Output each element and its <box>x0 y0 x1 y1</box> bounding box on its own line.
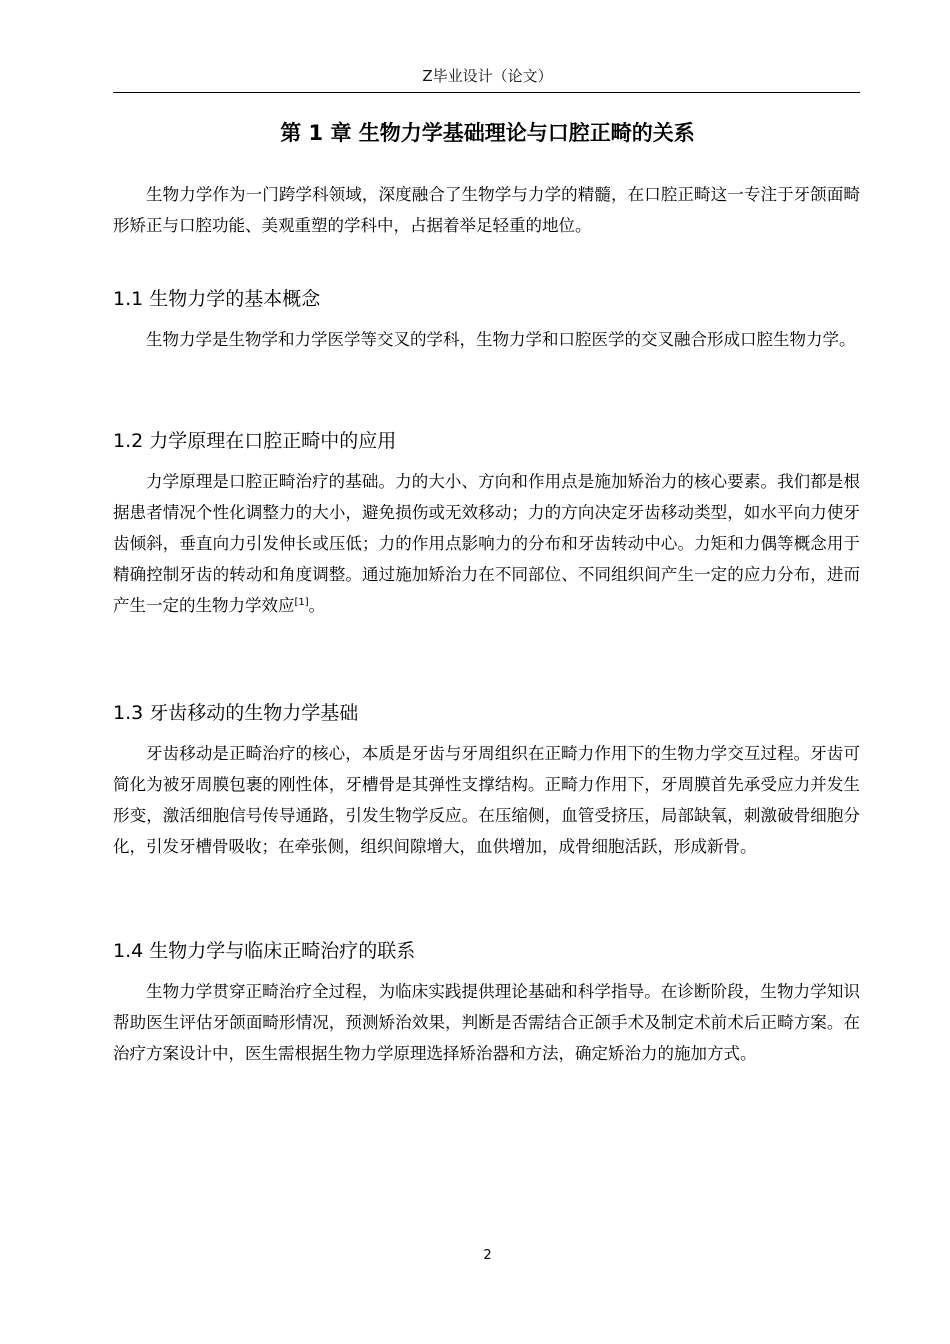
section-paragraph-1-2 <box>113 466 860 621</box>
section-paragraph-1-1: 生物力学是生物学和力学医学等交叉的学科，生物力学和口腔医学的交叉融合形成口腔生物力学。 <box>146 330 856 349</box>
page-number: 2 <box>483 1248 492 1263</box>
section-paragraph-1-2-end: 。 <box>308 596 326 615</box>
section-heading-1-2: 1.2 力学原理在口腔正畸中的应用 <box>113 430 397 452</box>
chapter-intro-paragraph: 生物力学作为一门跨学科领域，深度融合了生物学与力学的精髓，在口腔正畸这一专注于牙颌面畸形矫正与口腔功能、美观重塑的学科中，占据着举足轻重的地位。 <box>113 185 860 235</box>
section-paragraph-1-3: 牙齿移动是正畸治疗的核心，本质是牙齿与牙周组织在正畸力作用下的生物力学交互过程。牙齿可简化为被牙周膜包裹的刚性体，牙槽骨是其弹性支撑结构。正畸力作用下，牙周膜首先承受应力并发生形变，激活细胞信号传导通路，引发生物学反应。在压缩侧，血管受挤压，局部缺氧，刺激破骨细胞分化，引发牙槽骨吸收；在牵张侧，组织间隙增大，血供增加，成骨细胞活跃，形成新骨。 <box>113 744 860 856</box>
header-rule <box>113 92 860 93</box>
section-paragraph-1-2-text: 力学原理是口腔正畸治疗的基础。力的大小、方向和作用点是施加矫治力的核心要素。我们都是根据患者情况个性化调整力的大小，避免损伤或无效移动；力的方向决定牙齿移动类型，如水平向力使牙齿倾斜，垂直向力引发伸长或压低；力的作用点影响力的分布和牙齿转动中心。力矩和力偶等概念用于精确控制牙齿的转动和角度调整。通过施加矫治力在不同部位、不同组织间产生一定的应力分布，进而产生一定的生物力学效应 <box>113 472 860 615</box>
section-heading-1-4: 1.4 生物力学与临床正畸治疗的联系 <box>113 940 416 962</box>
section-heading-1-1: 1.1 生物力学的基本概念 <box>113 288 321 310</box>
running-header: Z毕业设计（论文） <box>422 67 553 85</box>
chapter-title: 第 1 章 生物力学基础理论与口腔正畸的关系 <box>280 121 695 145</box>
section-heading-1-3: 1.3 牙齿移动的生物力学基础 <box>113 702 359 724</box>
section-paragraph-1-4: 生物力学贯穿正畸治疗全过程，为临床实践提供理论基础和科学指导。在诊断阶段，生物力学知识帮助医生评估牙颌面畸形情况，预测矫治效果，判断是否需结合正颌手术及制定术前术后正畸方案。在治疗方案设计中，医生需根据生物力学原理选择矫治器和方法，确定矫治力的施加方式。 <box>113 982 860 1063</box>
citation-reference[interactable]: [1] <box>294 597 309 608</box>
